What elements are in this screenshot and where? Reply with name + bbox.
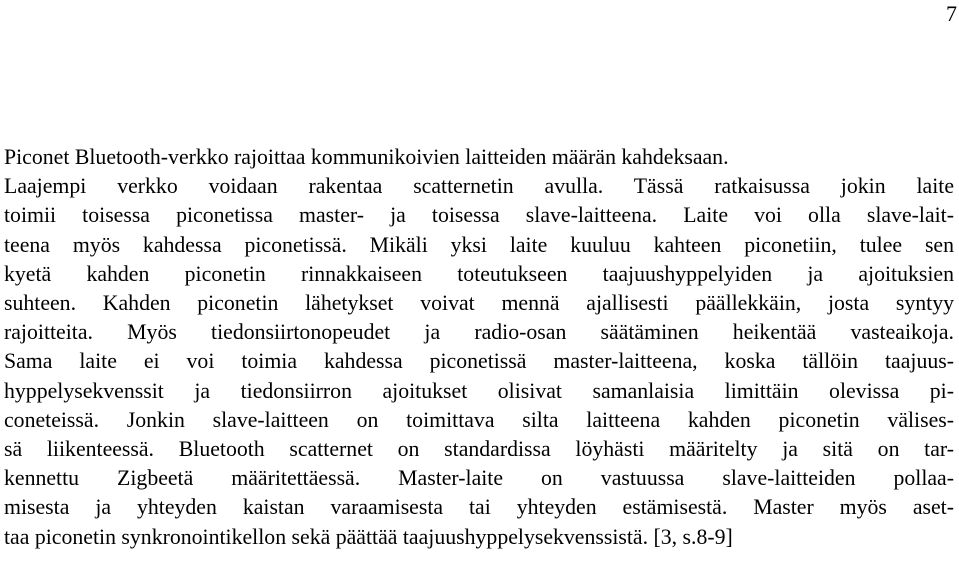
text-line: suhteen. Kahden piconetin lähetykset voivat mennä ajallisesti päällekkäin, josta syntyy: [4, 291, 954, 316]
text-line: sä liikenteessä. Bluetooth scatternet on standardissa löyhästi määritelty ja sitä on tar-: [4, 437, 954, 462]
text-line: Laajempi verkko voidaan rakentaa scatternetin avulla. Tässä ratkaisussa jokin laite: [4, 174, 954, 199]
page-number: 7: [946, 1, 957, 26]
text-line: rajoitteita. Myös tiedonsiirtonopeudet ja radio-osan säätäminen heikentää vasteaikoja.: [4, 320, 954, 345]
text-line: kennettu Zigbeetä määritettäessä. Master-laite on vastuussa slave-laitteiden pollaa-: [4, 466, 954, 491]
text-line: hyppelysekvenssit ja tiedonsiirron ajoitukset olisivat samanlaisia limittäin olevissa pi-: [4, 378, 954, 403]
body-paragraph: [4, 143, 954, 552]
text-line: toimii toisessa piconetissa master- ja toisessa slave-laitteena. Laite voi olla slave-lait-: [4, 203, 954, 228]
text-line: teena myös kahdessa piconetissä. Mikäli yksi laite kuuluu kahteen piconetiin, tulee sen: [4, 232, 954, 257]
text-line: Piconet Bluetooth-verkko rajoittaa kommunikoivien laitteiden määrän kahdeksaan.: [4, 145, 729, 169]
text-line: taa piconetin synkronointikellon sekä päättää taajuushyppelysekvenssistä. [3, s.8-9]: [4, 524, 733, 549]
text-line: misesta ja yhteyden kaistan varaamisesta tai yhteyden estämisestä. Master myös aset-: [4, 495, 954, 520]
text-line: kyetä kahden piconetin rinnakkaiseen toteutukseen taajuushyppelyiden ja ajoituksien: [4, 261, 954, 286]
text-line: coneteissä. Jonkin slave-laitteen on toimittava silta laitteena kahden piconetin välises-: [4, 407, 954, 432]
text-line: Sama laite ei voi toimia kahdessa piconetissä master-laitteena, koska tällöin taajuus-: [4, 349, 954, 374]
